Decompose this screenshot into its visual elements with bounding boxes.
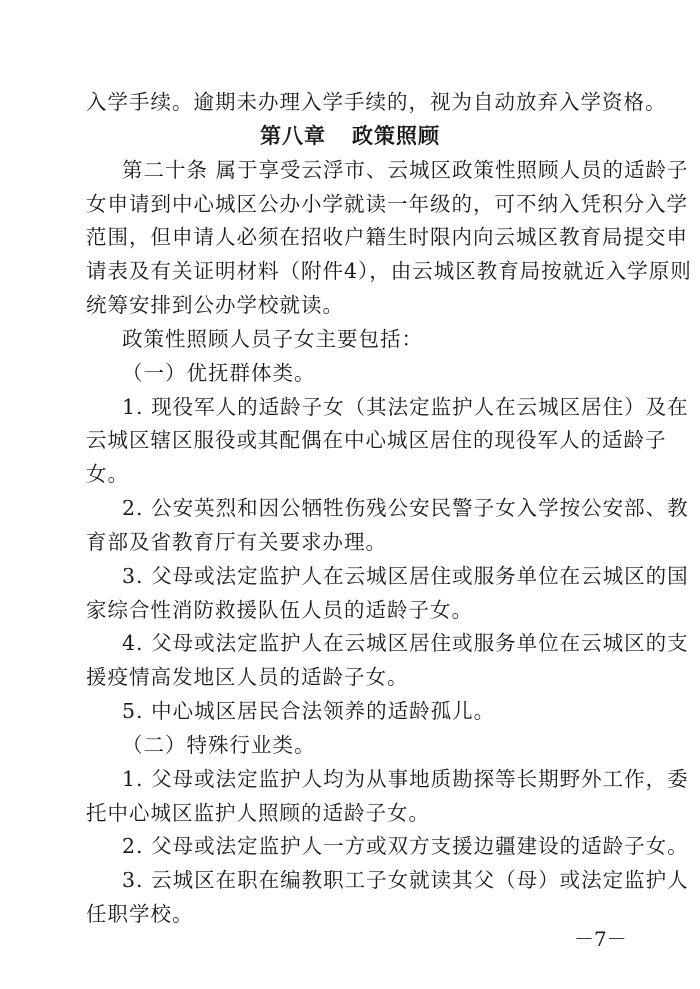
list-item: 2. 公安英烈和因公牺牲伤残公安民警子女入学按公安部、教 <box>122 496 689 520</box>
list-item: 3. 父母或法定监护人在云城区居住或服务单位在云城区的国 <box>122 564 689 588</box>
section-heading: （一）优抚群体类。 <box>122 361 316 385</box>
chapter-number: 第八章 <box>260 124 326 148</box>
text-line: 范围，但申请人必须在招收户籍生时限内向云城区教育局提交申 <box>86 225 688 249</box>
chapter-heading <box>0 122 700 150</box>
list-item: 4. 父母或法定监护人在云城区居住或服务单位在云城区的支 <box>122 631 689 655</box>
text-line: 任职学校。 <box>86 902 194 926</box>
text-line: 育部及省教育厅有关要求办理。 <box>86 530 387 554</box>
text-line: 统筹安排到公办学校就读。 <box>86 293 344 317</box>
list-item: 2. 父母或法定监护人一方或双方支援边疆建设的适龄子女。 <box>122 834 689 858</box>
list-item: 3. 云城区在职在编教职工子女就读其父（母）或法定监护人 <box>122 868 689 892</box>
text-line: 女申请到中心城区公办小学就读一年级的，可不纳入凭积分入学 <box>86 192 688 216</box>
section-heading: （二）特殊行业类。 <box>122 733 316 757</box>
text-line: 请表及有关证明材料（附件4），由云城区教育局按就近入学原则 <box>86 259 692 283</box>
text-line: 家综合性消防救援队伍人员的适龄子女。 <box>86 598 473 622</box>
chapter-title: 政策照顾 <box>352 124 440 148</box>
page-number: －7－ <box>574 927 627 951</box>
list-item: 1. 现役军人的适龄子女（其法定监护人在云城区居住）及在 <box>122 395 689 419</box>
text-line: 援疫情高发地区人员的适龄子女。 <box>86 665 409 689</box>
article-20-line: 第二十条 属于享受云浮市、云城区政策性照顾人员的适龄子 <box>122 158 689 182</box>
list-item: 1. 父母或法定监护人均为从事地质勘探等长期野外工作，委 <box>122 767 689 791</box>
text-line: 托中心城区监护人照顾的适龄子女。 <box>86 801 430 825</box>
text-line: 女。 <box>86 462 129 486</box>
text-line: 云城区辖区服役或其配偶在中心城区居住的现役军人的适龄子 <box>86 428 667 452</box>
text-line: 政策性照顾人员子女主要包括： <box>122 327 423 351</box>
text-line: 入学手续。逾期未办理入学手续的，视为自动放弃入学资格。 <box>86 90 667 114</box>
list-item: 5. 中心城区居民合法领养的适龄孤儿。 <box>122 699 496 723</box>
